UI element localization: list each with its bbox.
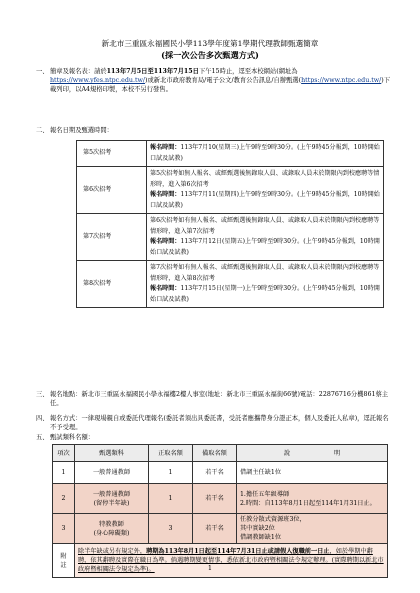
header-description-char-1: 說 [283, 449, 291, 457]
schedule-details [147, 167, 384, 214]
section-1-text-d: )下載列印，以A4規格印製，本校不另行發售。 [50, 77, 391, 94]
section-1 [36, 67, 392, 94]
exam-item-no: 3 [53, 514, 75, 544]
schedule-line-text: 113年7月15日(星期一)上午9時至9時30分。(上午9時45分報到，10時開始口試及試教) [150, 285, 380, 303]
exam-row [53, 462, 388, 484]
exam-category: 一般普通教師 [75, 462, 149, 484]
header-item-no: 項次 [53, 445, 75, 462]
schedule-line [150, 237, 380, 258]
schedule-table [76, 140, 384, 308]
exam-note-part-c: ，如於學期中辭聘，依其辭聘及實際在職日為準。倘遇聘期變更情事，悉依新北市政府暨相關法令規定辦理。(實際聘期以新北市政府暨相關法令規定為準)。 [78, 548, 384, 573]
schedule-line [150, 216, 380, 237]
header-quota: 正取名額 [149, 445, 193, 462]
schedule-row [77, 141, 384, 167]
exam-reserve: 若干名 [193, 514, 237, 544]
exam-row [53, 514, 388, 544]
schedule-row [77, 167, 384, 214]
section-5-label: 五、 [36, 434, 49, 441]
schedule-line [150, 263, 380, 284]
page-number: 1 [207, 564, 213, 572]
schedule-line [150, 143, 380, 164]
schedule-line-label: 報名時間： [150, 191, 181, 198]
exam-description: 1.擔任五年級導師 2.時間：自113年8月1日起至114年1月31日止。 [237, 484, 388, 514]
exam-note-part-a: 除半年缺或另有規定外， [78, 548, 147, 555]
schedule-line-label: 報名時間： [150, 285, 181, 292]
section-3-label: 三、 [36, 391, 49, 398]
exam-description: 任教分散式資源班3位， 其中實缺2位 借調教師缺1位 [237, 514, 388, 544]
schedule-line-text: 113年7月12日(星期五)上午9時至9時30分。(上午9時45分報到，10時開始口試及試教) [150, 238, 380, 256]
exam-note-employment-period: 聘期為113年8月1日起至114年7月31日止或請假人復職前一日止 [146, 548, 330, 555]
exam-item-no: 2 [53, 484, 75, 514]
section-1-text-b: 下午15時止，逕至本校網站(網址為 [198, 68, 298, 75]
education-bureau-link[interactable]: https://www.ntpc.edu.tw/ [301, 77, 382, 85]
section-3-text: 報名地點：新北市三重區永福國民小學永福樓2樓人事室(地址：新北市三重區永福街66號)電話：22876716分機861蔡主任。 [50, 391, 389, 408]
section-2-heading [36, 126, 392, 135]
schedule-line-text: 113年7月10(星期三)上午9時至9時30分。(上午9時45分報到，10時開始口試及試教) [150, 144, 380, 162]
exam-description: 借調主任缺1位 [237, 462, 388, 484]
exam-category: 一般普通教師 (留停半年缺) [75, 484, 149, 514]
schedule-line [150, 284, 380, 305]
schedule-round-name: 第5次招考 [77, 141, 147, 167]
exam-quota: 1 [149, 484, 193, 514]
exam-item-no: 1 [53, 462, 75, 484]
schedule-round-name: 第8次招考 [77, 261, 147, 308]
exam-category: 特教教師 (身心障礙類) [75, 514, 149, 544]
section-2-heading-text: 報名日期及甄選時間： [50, 127, 113, 134]
header-description [237, 445, 388, 462]
schedule-line-text: 第6次招考如有無人報名、或經甄選後無錄取人員、或錄取人員未於期限內到校應聘等情形時，進入第7次招考 [150, 217, 380, 235]
header-reserve: 備取名額 [193, 445, 237, 462]
schedule-line-text: 第5次招考如無人報名、或經甄選後無錄取人員、或錄取人員未於期限內到校應聘等情形時，進入第6次招考 [150, 170, 380, 188]
section-4-text: 報名方式：一律現場親自或委託代理報名(委託者須出具委託書，受託者應攜帶身分證正本，個人及委託人私章)，逕託報名不予受理。 [50, 415, 389, 432]
header-description-char-2: 明 [333, 449, 341, 457]
exam-quota: 3 [149, 514, 193, 544]
schedule-line-label: 報名時間： [150, 144, 181, 151]
page-subtitle: (採一次公告多次甄選方式) [161, 50, 259, 60]
schedule-line-text: 第7次招考如有無人報名、或經甄選後無錄取人員、或錄取人員未於期限內到校應聘等情形時，進入第8次招考 [150, 264, 380, 282]
exam-reserve: 若干名 [193, 462, 237, 484]
exam-note-label: 附 註 [53, 544, 75, 578]
schedule-line [150, 169, 380, 190]
exam-reserve: 若干名 [193, 484, 237, 514]
section-1-label: 一、 [36, 68, 49, 75]
exam-row [53, 484, 388, 514]
exam-quota: 1 [149, 462, 193, 484]
section-4-label: 四、 [36, 415, 49, 422]
schedule-details [147, 141, 384, 167]
schedule-line-text: 113年7月11(星期四)上午9時至9時30分。(上午9時45分報到，10時開始口試及試教) [150, 191, 380, 209]
section-1-date-range: 113年7月5日至113年7月15日 [106, 68, 199, 75]
exam-table-header-row [53, 445, 388, 462]
section-2-label: 二、 [36, 127, 49, 134]
exam-categories-table [52, 444, 388, 578]
section-1-text-c: )或新北市政府教育局/電子公文/教育公告訊息/自辦甄選( [145, 77, 302, 85]
section-1-text-a: 簡章及報名表：請於 [50, 68, 107, 75]
header-category: 甄選類科 [75, 445, 149, 462]
section-4 [36, 414, 392, 432]
schedule-line-label: 報名時間： [150, 238, 181, 245]
school-website-link[interactable]: https://www.yfes.ntpc.edu.tw/ [50, 77, 146, 85]
schedule-details [147, 214, 384, 261]
schedule-line [150, 190, 380, 211]
page-title: 新北市三重區永福國民小學113學年度第1學期代理教師甄選簡章 [101, 39, 319, 48]
schedule-row [77, 214, 384, 261]
schedule-round-name: 第6次招考 [77, 167, 147, 214]
section-5-heading-text: 甄試類科名額： [50, 434, 95, 441]
schedule-round-name: 第7次招考 [77, 214, 147, 261]
schedule-details [147, 261, 384, 308]
schedule-row [77, 261, 384, 308]
section-3 [36, 390, 392, 408]
section-5-heading [36, 433, 392, 442]
